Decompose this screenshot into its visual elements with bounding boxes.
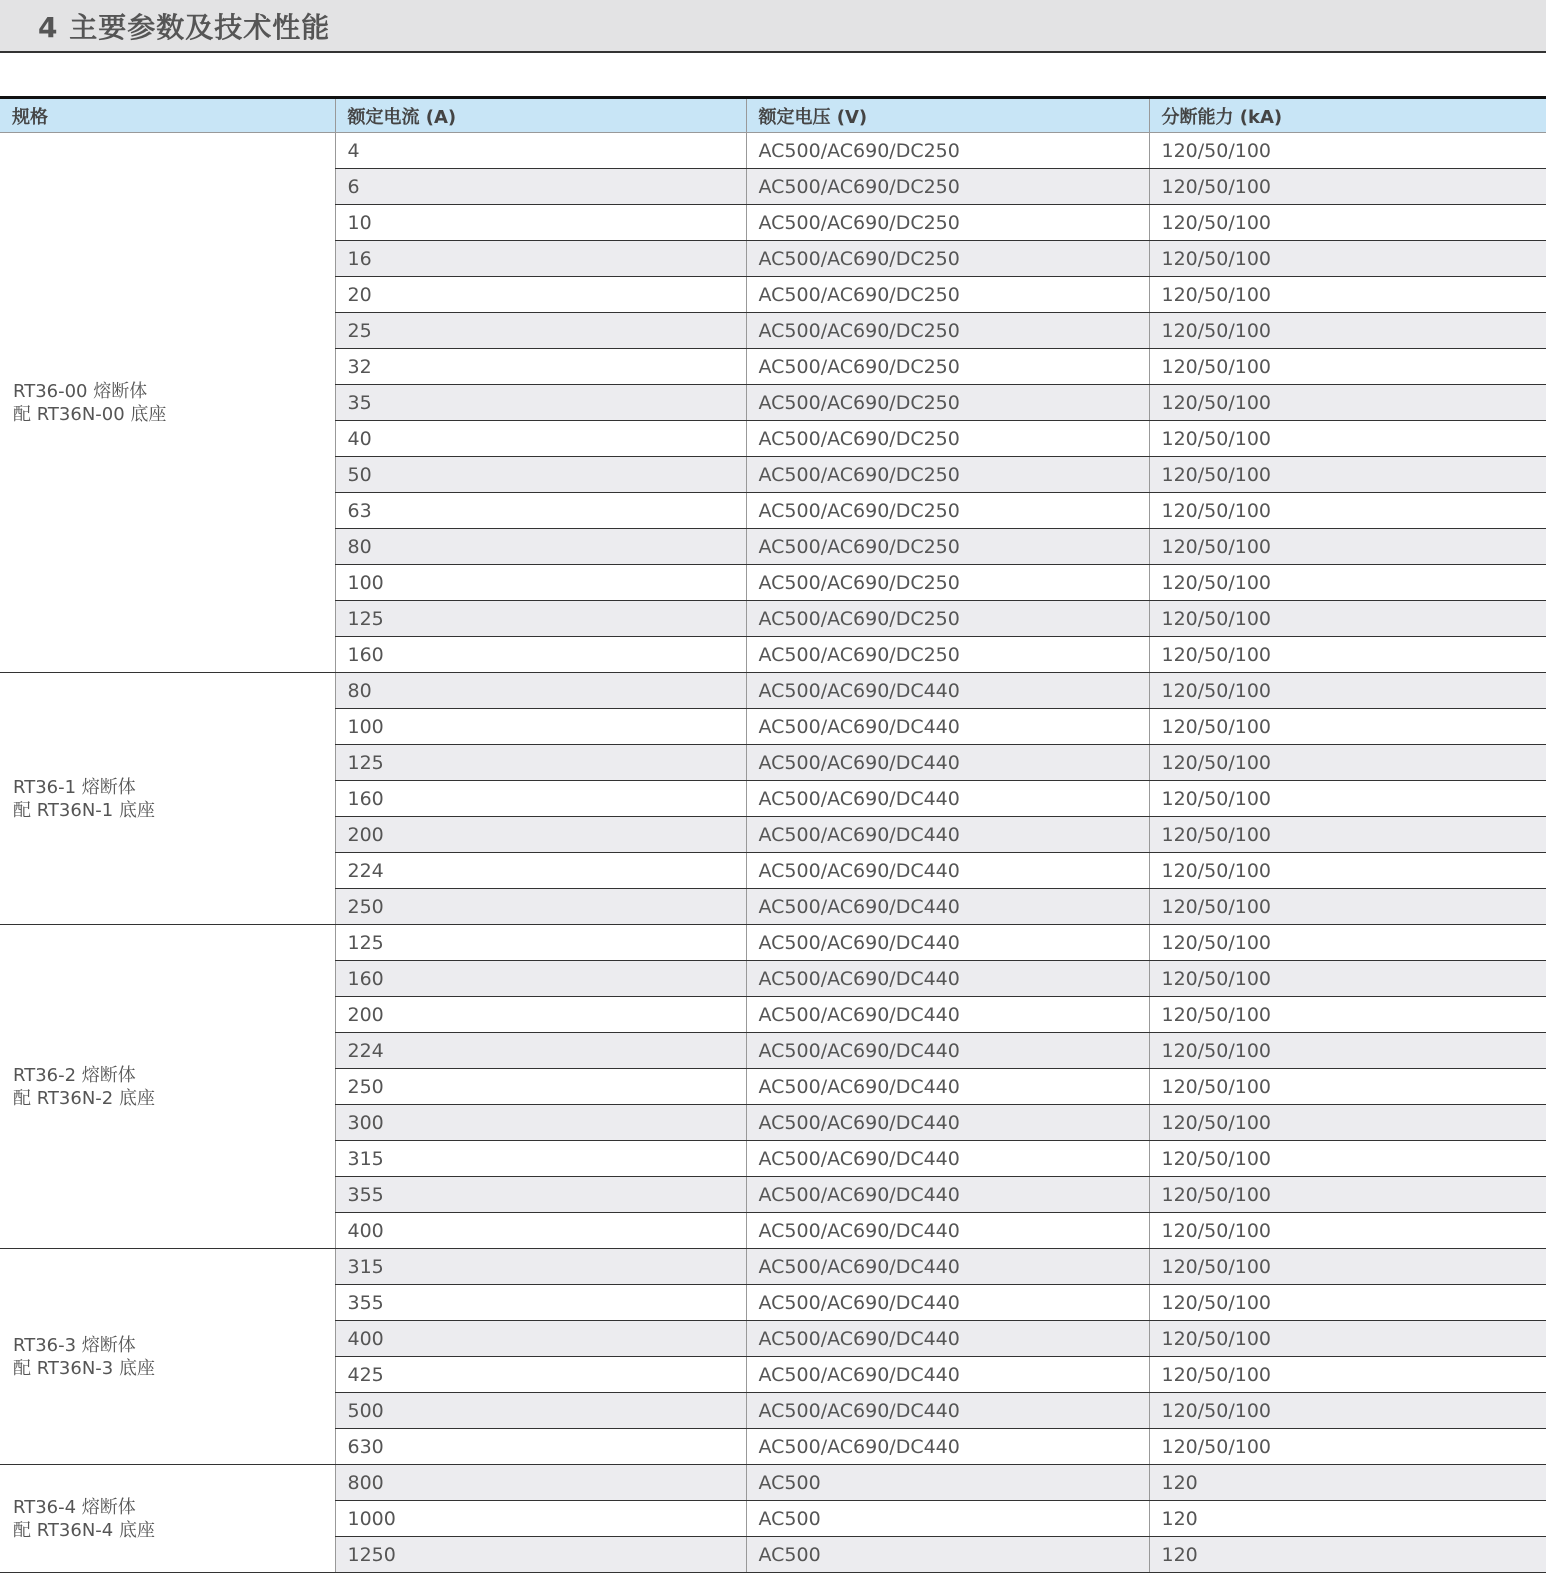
rated-voltage-cell: AC500/AC690/DC250 <box>746 421 1149 457</box>
rated-current-cell: 355 <box>335 1177 746 1213</box>
breaking-capacity-cell: 120/50/100 <box>1149 601 1546 637</box>
rated-current-cell: 200 <box>335 817 746 853</box>
breaking-capacity-cell: 120/50/100 <box>1149 493 1546 529</box>
breaking-capacity-cell: 120/50/100 <box>1149 781 1546 817</box>
rated-voltage-cell: AC500/AC690/DC250 <box>746 205 1149 241</box>
rated-current-cell: 315 <box>335 1249 746 1285</box>
spec-cell <box>0 925 335 1249</box>
rated-current-cell: 315 <box>335 1141 746 1177</box>
table-header-row <box>0 98 1546 133</box>
spec-fuse-label: RT36-00 熔断体 <box>13 380 148 402</box>
breaking-capacity-cell: 120/50/100 <box>1149 673 1546 709</box>
rated-voltage-cell: AC500/AC690/DC250 <box>746 349 1149 385</box>
rated-voltage-cell: AC500/AC690/DC250 <box>746 637 1149 673</box>
breaking-capacity-cell: 120/50/100 <box>1149 133 1546 169</box>
rated-current-cell: 160 <box>335 637 746 673</box>
breaking-capacity-cell: 120/50/100 <box>1149 853 1546 889</box>
rated-current-cell: 160 <box>335 961 746 997</box>
spec-cell <box>0 1465 335 1573</box>
spec-base-label: 配 RT36N-2 底座 <box>13 1087 155 1109</box>
table-row <box>0 1465 1546 1501</box>
spec-base-label: 配 RT36N-3 底座 <box>13 1357 155 1379</box>
breaking-capacity-cell: 120/50/100 <box>1149 1249 1546 1285</box>
breaking-capacity-cell: 120/50/100 <box>1149 205 1546 241</box>
rated-voltage-cell: AC500/AC690/DC440 <box>746 1393 1149 1429</box>
rated-current-cell: 50 <box>335 457 746 493</box>
rated-current-cell: 40 <box>335 421 746 457</box>
rated-current-cell: 224 <box>335 853 746 889</box>
rated-voltage-cell: AC500/AC690/DC440 <box>746 817 1149 853</box>
spec-fuse-label: RT36-3 熔断体 <box>13 1334 136 1356</box>
breaking-capacity-cell: 120 <box>1149 1501 1546 1537</box>
header-rated-voltage: 额定电压 (V) <box>746 98 1149 133</box>
breaking-capacity-cell: 120/50/100 <box>1149 889 1546 925</box>
rated-voltage-cell: AC500/AC690/DC250 <box>746 313 1149 349</box>
rated-voltage-cell: AC500/AC690/DC440 <box>746 1357 1149 1393</box>
breaking-capacity-cell: 120/50/100 <box>1149 169 1546 205</box>
parameters-table <box>0 96 1546 1573</box>
rated-current-cell: 4 <box>335 133 746 169</box>
breaking-capacity-cell: 120/50/100 <box>1149 1393 1546 1429</box>
rated-voltage-cell: AC500/AC690/DC250 <box>746 385 1149 421</box>
spec-base-label: 配 RT36N-4 底座 <box>13 1519 155 1541</box>
rated-voltage-cell: AC500/AC690/DC440 <box>746 1429 1149 1465</box>
rated-voltage-cell: AC500/AC690/DC440 <box>746 961 1149 997</box>
section-header <box>0 0 1546 53</box>
rated-voltage-cell: AC500 <box>746 1465 1149 1501</box>
rated-current-cell: 800 <box>335 1465 746 1501</box>
breaking-capacity-cell: 120/50/100 <box>1149 637 1546 673</box>
breaking-capacity-cell: 120/50/100 <box>1149 565 1546 601</box>
breaking-capacity-cell: 120/50/100 <box>1149 349 1546 385</box>
rated-voltage-cell: AC500/AC690/DC440 <box>746 1105 1149 1141</box>
breaking-capacity-cell: 120 <box>1149 1537 1546 1573</box>
rated-current-cell: 100 <box>335 709 746 745</box>
breaking-capacity-cell: 120/50/100 <box>1149 529 1546 565</box>
rated-voltage-cell: AC500/AC690/DC440 <box>746 781 1149 817</box>
rated-current-cell: 300 <box>335 1105 746 1141</box>
header-breaking-capacity: 分断能力 (kA) <box>1149 98 1546 133</box>
breaking-capacity-cell: 120/50/100 <box>1149 1213 1546 1249</box>
rated-current-cell: 500 <box>335 1393 746 1429</box>
rated-voltage-cell: AC500 <box>746 1501 1149 1537</box>
breaking-capacity-cell: 120/50/100 <box>1149 1285 1546 1321</box>
rated-voltage-cell: AC500/AC690/DC440 <box>746 997 1149 1033</box>
rated-voltage-cell: AC500/AC690/DC440 <box>746 709 1149 745</box>
spec-base-label: 配 RT36N-1 底座 <box>13 799 155 821</box>
rated-current-cell: 32 <box>335 349 746 385</box>
rated-current-cell: 35 <box>335 385 746 421</box>
rated-current-cell: 160 <box>335 781 746 817</box>
header-spec: 规格 <box>0 98 335 133</box>
rated-current-cell: 630 <box>335 1429 746 1465</box>
table-row <box>0 1249 1546 1285</box>
rated-current-cell: 355 <box>335 1285 746 1321</box>
breaking-capacity-cell: 120/50/100 <box>1149 997 1546 1033</box>
rated-current-cell: 1250 <box>335 1537 746 1573</box>
rated-voltage-cell: AC500/AC690/DC440 <box>746 1285 1149 1321</box>
breaking-capacity-cell: 120/50/100 <box>1149 1429 1546 1465</box>
rated-current-cell: 200 <box>335 997 746 1033</box>
breaking-capacity-cell: 120/50/100 <box>1149 745 1546 781</box>
rated-current-cell: 125 <box>335 745 746 781</box>
breaking-capacity-cell: 120/50/100 <box>1149 1177 1546 1213</box>
rated-current-cell: 20 <box>335 277 746 313</box>
breaking-capacity-cell: 120/50/100 <box>1149 1033 1546 1069</box>
table-body <box>0 133 1546 1573</box>
rated-voltage-cell: AC500/AC690/DC440 <box>746 853 1149 889</box>
breaking-capacity-cell: 120/50/100 <box>1149 241 1546 277</box>
rated-current-cell: 250 <box>335 889 746 925</box>
rated-current-cell: 125 <box>335 925 746 961</box>
rated-current-cell: 400 <box>335 1213 746 1249</box>
table-row <box>0 133 1546 169</box>
rated-current-cell: 224 <box>335 1033 746 1069</box>
rated-current-cell: 6 <box>335 169 746 205</box>
spec-cell <box>0 673 335 925</box>
rated-voltage-cell: AC500/AC690/DC440 <box>746 1213 1149 1249</box>
spec-cell <box>0 133 335 673</box>
rated-voltage-cell: AC500/AC690/DC440 <box>746 745 1149 781</box>
rated-voltage-cell: AC500/AC690/DC440 <box>746 1177 1149 1213</box>
breaking-capacity-cell: 120/50/100 <box>1149 1321 1546 1357</box>
rated-voltage-cell: AC500/AC690/DC250 <box>746 241 1149 277</box>
rated-voltage-cell: AC500/AC690/DC440 <box>746 673 1149 709</box>
rated-current-cell: 125 <box>335 601 746 637</box>
breaking-capacity-cell: 120/50/100 <box>1149 421 1546 457</box>
breaking-capacity-cell: 120/50/100 <box>1149 457 1546 493</box>
rated-current-cell: 80 <box>335 529 746 565</box>
rated-current-cell: 100 <box>335 565 746 601</box>
rated-voltage-cell: AC500/AC690/DC250 <box>746 601 1149 637</box>
spec-fuse-label: RT36-1 熔断体 <box>13 776 136 798</box>
rated-voltage-cell: AC500/AC690/DC250 <box>746 565 1149 601</box>
breaking-capacity-cell: 120/50/100 <box>1149 817 1546 853</box>
table-row <box>0 925 1546 961</box>
breaking-capacity-cell: 120/50/100 <box>1149 277 1546 313</box>
breaking-capacity-cell: 120/50/100 <box>1149 961 1546 997</box>
rated-voltage-cell: AC500/AC690/DC440 <box>746 1249 1149 1285</box>
rated-voltage-cell: AC500/AC690/DC440 <box>746 925 1149 961</box>
rated-current-cell: 25 <box>335 313 746 349</box>
breaking-capacity-cell: 120/50/100 <box>1149 1105 1546 1141</box>
table-row <box>0 673 1546 709</box>
rated-voltage-cell: AC500/AC690/DC250 <box>746 169 1149 205</box>
spec-base-label: 配 RT36N-00 底座 <box>13 403 167 425</box>
rated-current-cell: 63 <box>335 493 746 529</box>
rated-current-cell: 425 <box>335 1357 746 1393</box>
rated-voltage-cell: AC500/AC690/DC250 <box>746 277 1149 313</box>
rated-voltage-cell: AC500/AC690/DC250 <box>746 529 1149 565</box>
breaking-capacity-cell: 120/50/100 <box>1149 925 1546 961</box>
rated-current-cell: 80 <box>335 673 746 709</box>
spec-fuse-label: RT36-4 熔断体 <box>13 1496 136 1518</box>
header-rated-current: 额定电流 (A) <box>335 98 746 133</box>
breaking-capacity-cell: 120/50/100 <box>1149 1141 1546 1177</box>
breaking-capacity-cell: 120/50/100 <box>1149 313 1546 349</box>
breaking-capacity-cell: 120/50/100 <box>1149 385 1546 421</box>
rated-voltage-cell: AC500/AC690/DC440 <box>746 1033 1149 1069</box>
rated-current-cell: 400 <box>335 1321 746 1357</box>
rated-voltage-cell: AC500/AC690/DC250 <box>746 493 1149 529</box>
section-title: 4 主要参数及技术性能 <box>38 11 331 44</box>
breaking-capacity-cell: 120/50/100 <box>1149 709 1546 745</box>
rated-current-cell: 16 <box>335 241 746 277</box>
rated-voltage-cell: AC500 <box>746 1537 1149 1573</box>
rated-voltage-cell: AC500/AC690/DC440 <box>746 889 1149 925</box>
rated-current-cell: 1000 <box>335 1501 746 1537</box>
rated-voltage-cell: AC500/AC690/DC440 <box>746 1069 1149 1105</box>
rated-current-cell: 10 <box>335 205 746 241</box>
rated-voltage-cell: AC500/AC690/DC440 <box>746 1141 1149 1177</box>
rated-voltage-cell: AC500/AC690/DC250 <box>746 133 1149 169</box>
rated-voltage-cell: AC500/AC690/DC440 <box>746 1321 1149 1357</box>
rated-voltage-cell: AC500/AC690/DC250 <box>746 457 1149 493</box>
breaking-capacity-cell: 120/50/100 <box>1149 1357 1546 1393</box>
breaking-capacity-cell: 120 <box>1149 1465 1546 1501</box>
rated-current-cell: 250 <box>335 1069 746 1105</box>
spec-cell <box>0 1249 335 1465</box>
breaking-capacity-cell: 120/50/100 <box>1149 1069 1546 1105</box>
spec-fuse-label: RT36-2 熔断体 <box>13 1064 136 1086</box>
